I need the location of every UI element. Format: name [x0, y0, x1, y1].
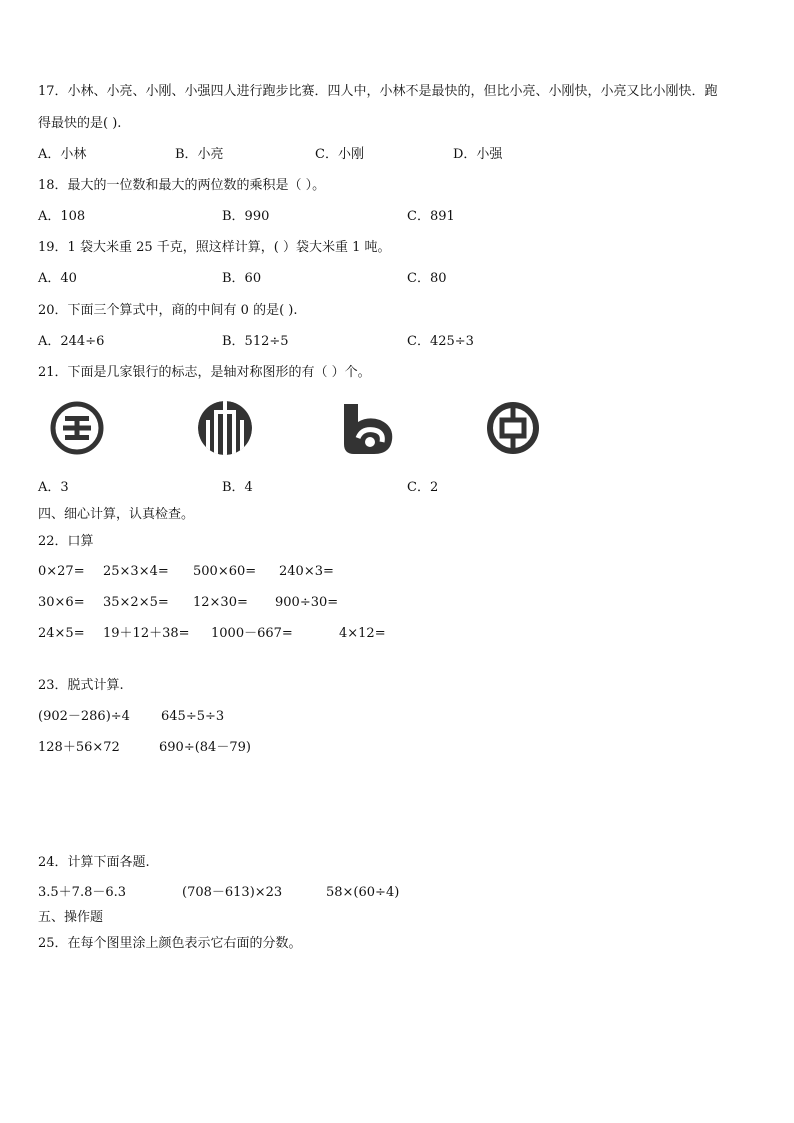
option-a: A．40 [38, 271, 77, 286]
step-calc-item: 128＋56×72 [38, 740, 120, 755]
section-4-heading: 四、细心计算，认真检查。 [38, 507, 195, 522]
option-b: B．60 [222, 271, 262, 286]
oral-calc-item: 25×3×4= [103, 564, 169, 579]
option-c: C．2 [407, 480, 439, 495]
option-a: A．3 [38, 480, 69, 495]
option-b: B．小亮 [175, 147, 224, 162]
step-calc-item: 690÷(84－79) [159, 740, 251, 755]
question-23-title: 23．脱式计算. [38, 678, 124, 693]
option-c: C．425÷3 [407, 334, 474, 349]
calc-item: (708－613)×23 [182, 885, 283, 900]
option-a: A．244÷6 [38, 334, 105, 349]
bank-logo-2-icon [197, 400, 253, 456]
step-calc-item: (902－286)÷4 [38, 709, 130, 724]
question-24-title: 24．计算下面各题. [38, 855, 150, 870]
question-21: 21．下面是几家银行的标志，是轴对称图形的有（ ）个。 [38, 365, 371, 380]
option-d: D．小强 [453, 147, 503, 162]
option-c: C．小刚 [315, 147, 364, 162]
option-b: B．990 [222, 209, 270, 224]
calc-item: 3.5＋7.8－6.3 [38, 885, 127, 900]
option-a: A．108 [38, 209, 86, 224]
option-b: B．512÷5 [222, 334, 289, 349]
oral-calc-item: 500×60= [193, 564, 257, 579]
question-17-line1: 17．小林、小亮、小刚、小强四人进行跑步比赛．四人中，小林不是最快的，但比小亮、小刚快，小亮又比小刚快．跑 [38, 84, 718, 99]
oral-calc-item: 35×2×5= [103, 595, 169, 610]
bank-logo-3-icon [340, 400, 396, 456]
oral-calc-item: 19＋12＋38= [103, 626, 190, 641]
oral-calc-item: 0×27= [38, 564, 85, 579]
question-19: 19．1 袋大米重 25 千克，照这样计算，( ）袋大米重 1 吨。 [38, 240, 391, 255]
bank-logo-4-icon [485, 400, 541, 456]
question-17-line2: 得最快的是( ). [38, 116, 122, 131]
question-22-title: 22．口算 [38, 534, 94, 549]
question-18: 18．最大的一位数和最大的两位数的乘积是（ ）。 [38, 178, 326, 193]
question-25: 25．在每个图里涂上颜色表示它右面的分数。 [38, 936, 302, 951]
option-c: C．891 [407, 209, 455, 224]
bank-logo-1-icon [49, 400, 105, 456]
calc-item: 58×(60÷4) [326, 885, 400, 900]
oral-calc-item: 900÷30= [275, 595, 339, 610]
oral-calc-item: 240×3= [279, 564, 334, 579]
oral-calc-item: 24×5= [38, 626, 85, 641]
option-a: A．小林 [38, 147, 87, 162]
oral-calc-item: 12×30= [193, 595, 248, 610]
oral-calc-item: 30×6= [38, 595, 85, 610]
option-c: C．80 [407, 271, 447, 286]
section-5-heading: 五、操作题 [38, 910, 104, 925]
step-calc-item: 645÷5÷3 [161, 709, 225, 724]
question-20: 20．下面三个算式中，商的中间有 0 的是( ). [38, 303, 298, 318]
option-b: B．4 [222, 480, 253, 495]
oral-calc-item: 4×12= [339, 626, 386, 641]
oral-calc-item: 1000－667= [211, 626, 293, 641]
